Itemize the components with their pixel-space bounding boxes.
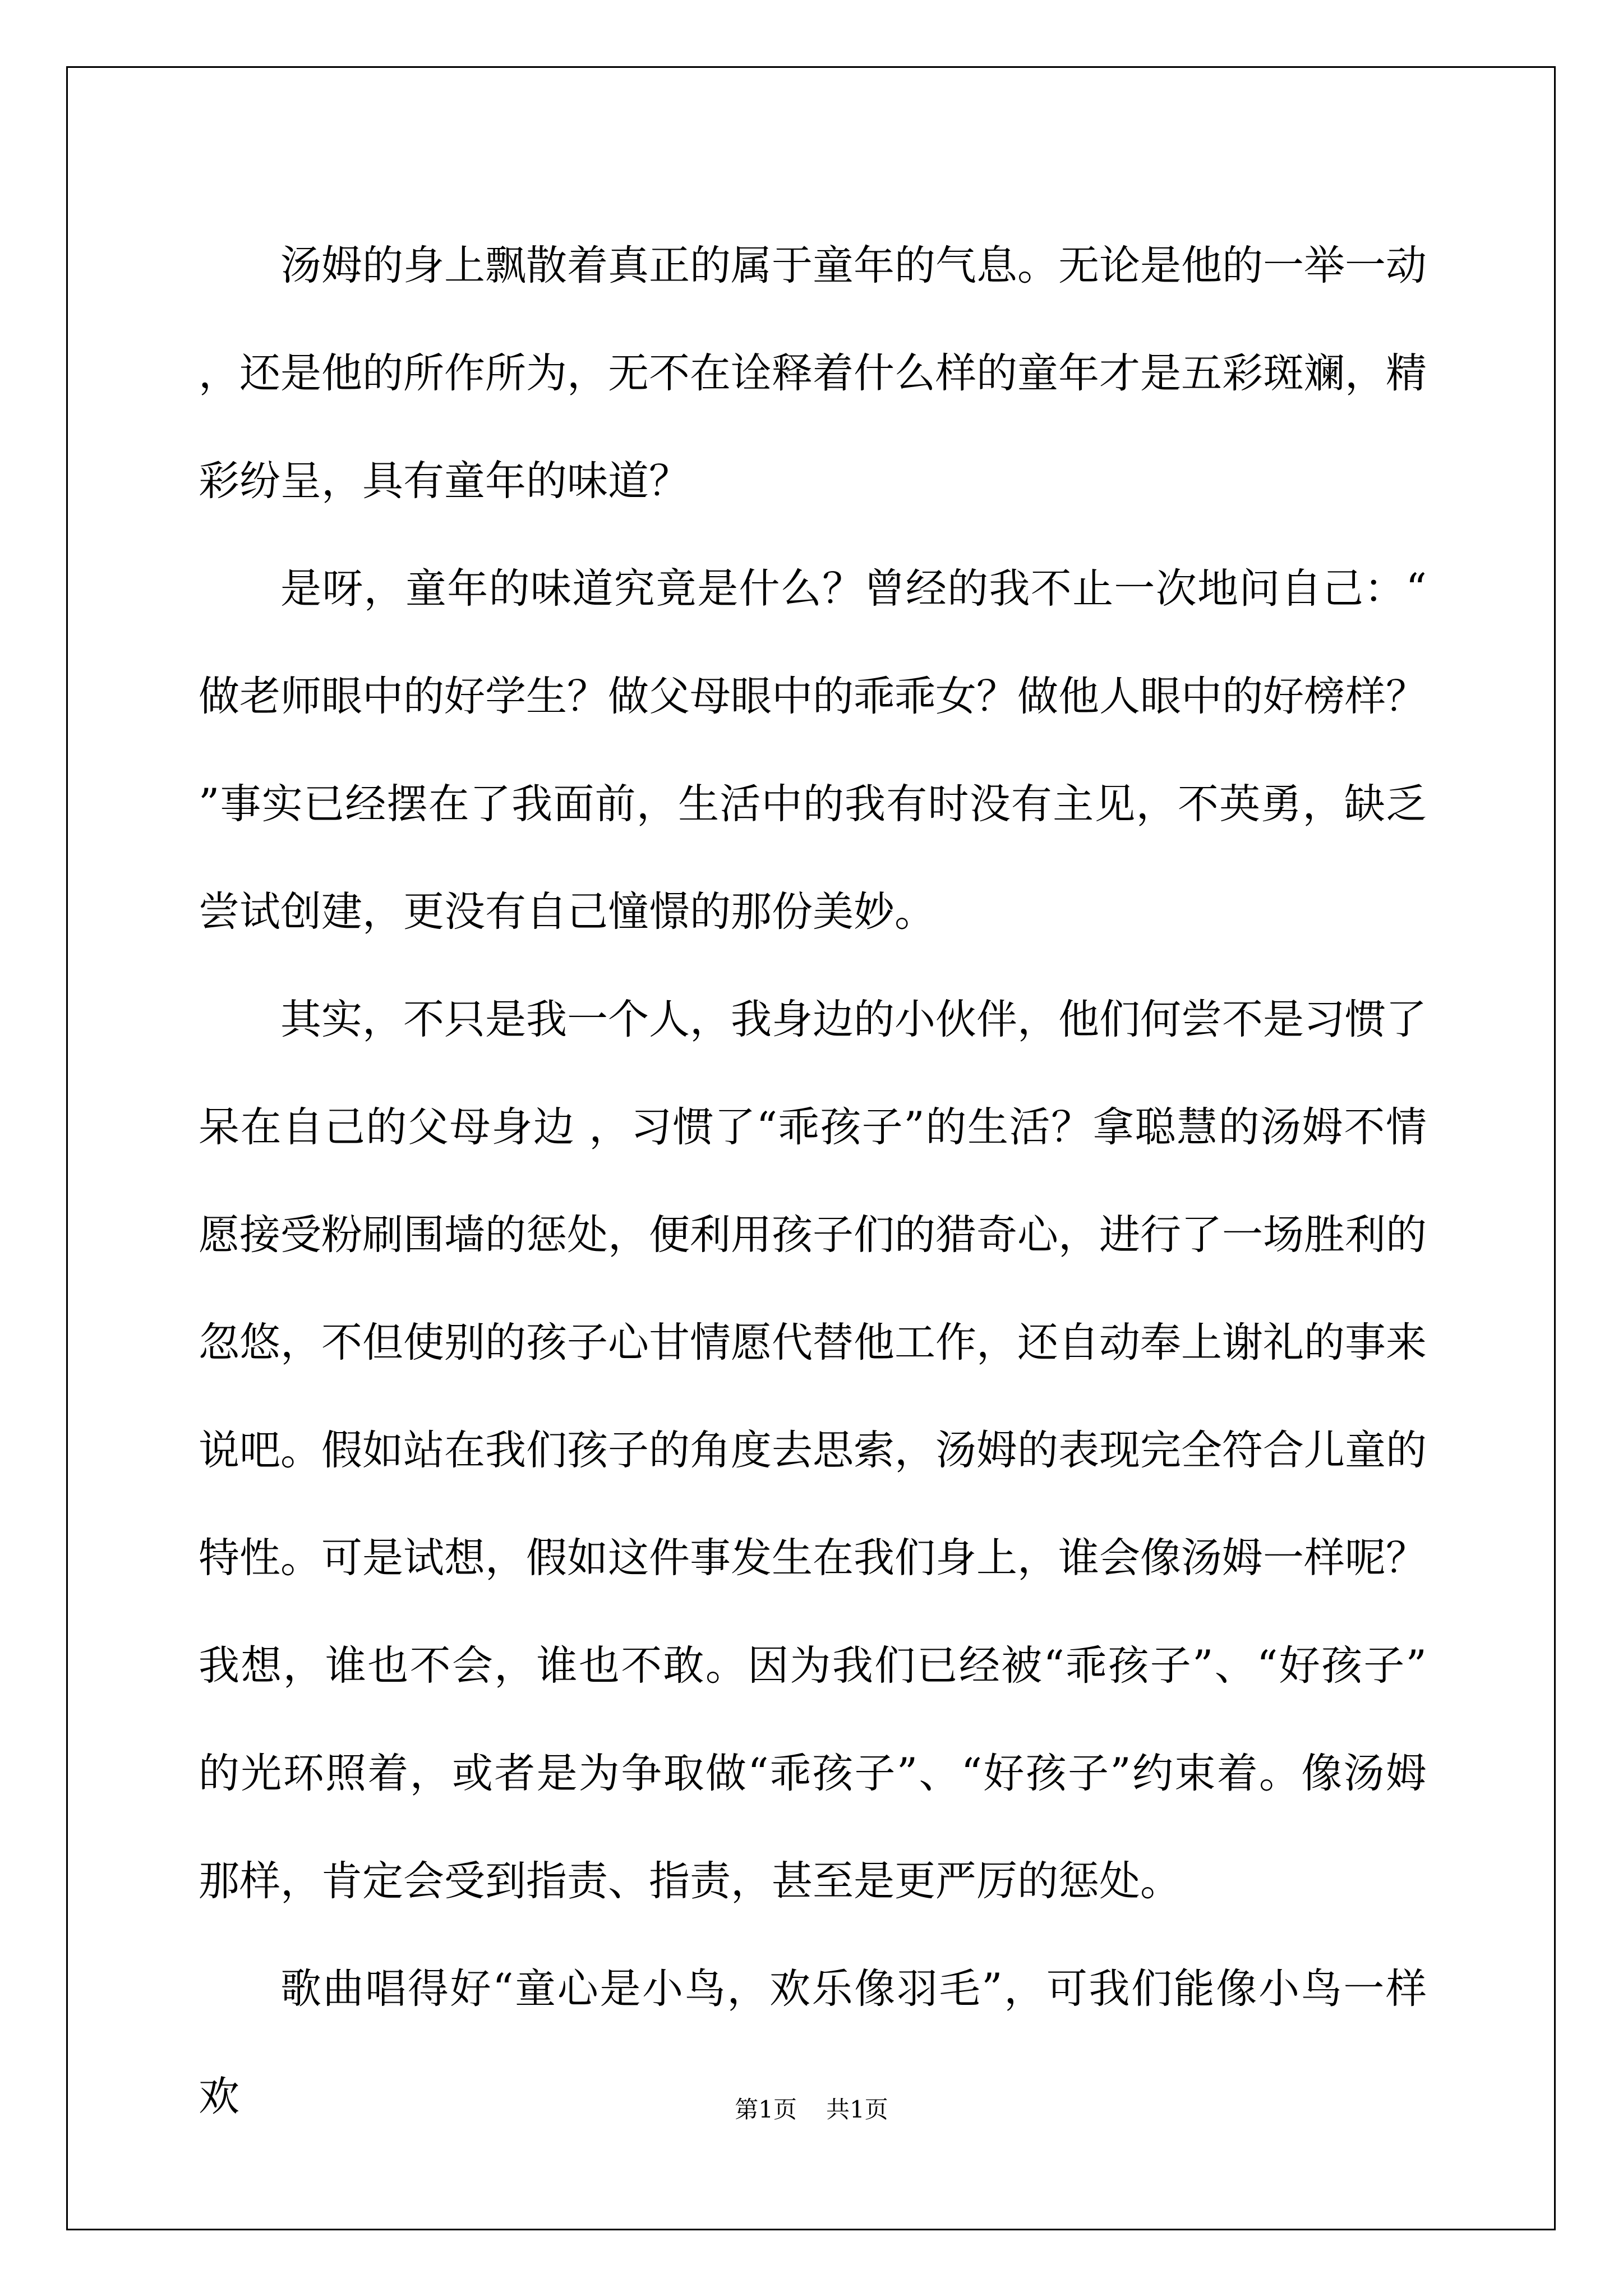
page-footer bbox=[0, 2091, 1623, 2125]
page-total: 共1页 bbox=[826, 2096, 888, 2123]
page-number: 第1页 bbox=[735, 2096, 797, 2123]
paragraph-4: 歌曲唱得好“童心是小鸟，欢乐像羽毛”，可我们能像小鸟一样欢 bbox=[199, 1965, 1427, 2120]
paragraph-1: 汤姆的身上飘散着真正的属于童年的气息。无论是他的一举一动，还是他的所作所为，无不在诠释着什么样的童年才是五彩斑斓，精彩纷呈，具有童年的味道？ bbox=[199, 242, 1427, 505]
document-body bbox=[199, 212, 1427, 2151]
paragraph-2: 是呀，童年的味道究竟是什么？曾经的我不止一次地问自己：“做老师眼中的好学生？做父母眼中的乖乖女？做他人眼中的好榜样？”事实已经摆在了我面前，生活中的我有时没有主见，不英勇，缺乏尝试创建，更没有自己憧憬的那份美妙。 bbox=[199, 565, 1427, 936]
paragraph-3: 其实，不只是我一个人，我身边的小伙伴，他们何尝不是习惯了呆在自己的父母身边 ，习惯了“乖孩子”的生活？拿聪慧的汤姆不情愿接受粉刷围墙的惩处，便利用孩子们的猎奇心，进行了一场胜利的忽悠，不但使别的孩子心甘情愿代替他工作，还自动奉上谢礼的事来说吧。假如站在我们孩子的角度去思索，汤姆的表现完全符合儿童的特性。可是试想，假如这件事发生在我们身上，谁会像汤姆一样呢？我想，谁也不会，谁也不敢。因为我们已经被“乖孩子”、“好孩子”的光环照着，或者是为争取做“乖孩子”、“好孩子”约束着。像汤姆那样，肯定会受到指责、指责，甚至是更严厉的惩处。 bbox=[199, 996, 1427, 1905]
